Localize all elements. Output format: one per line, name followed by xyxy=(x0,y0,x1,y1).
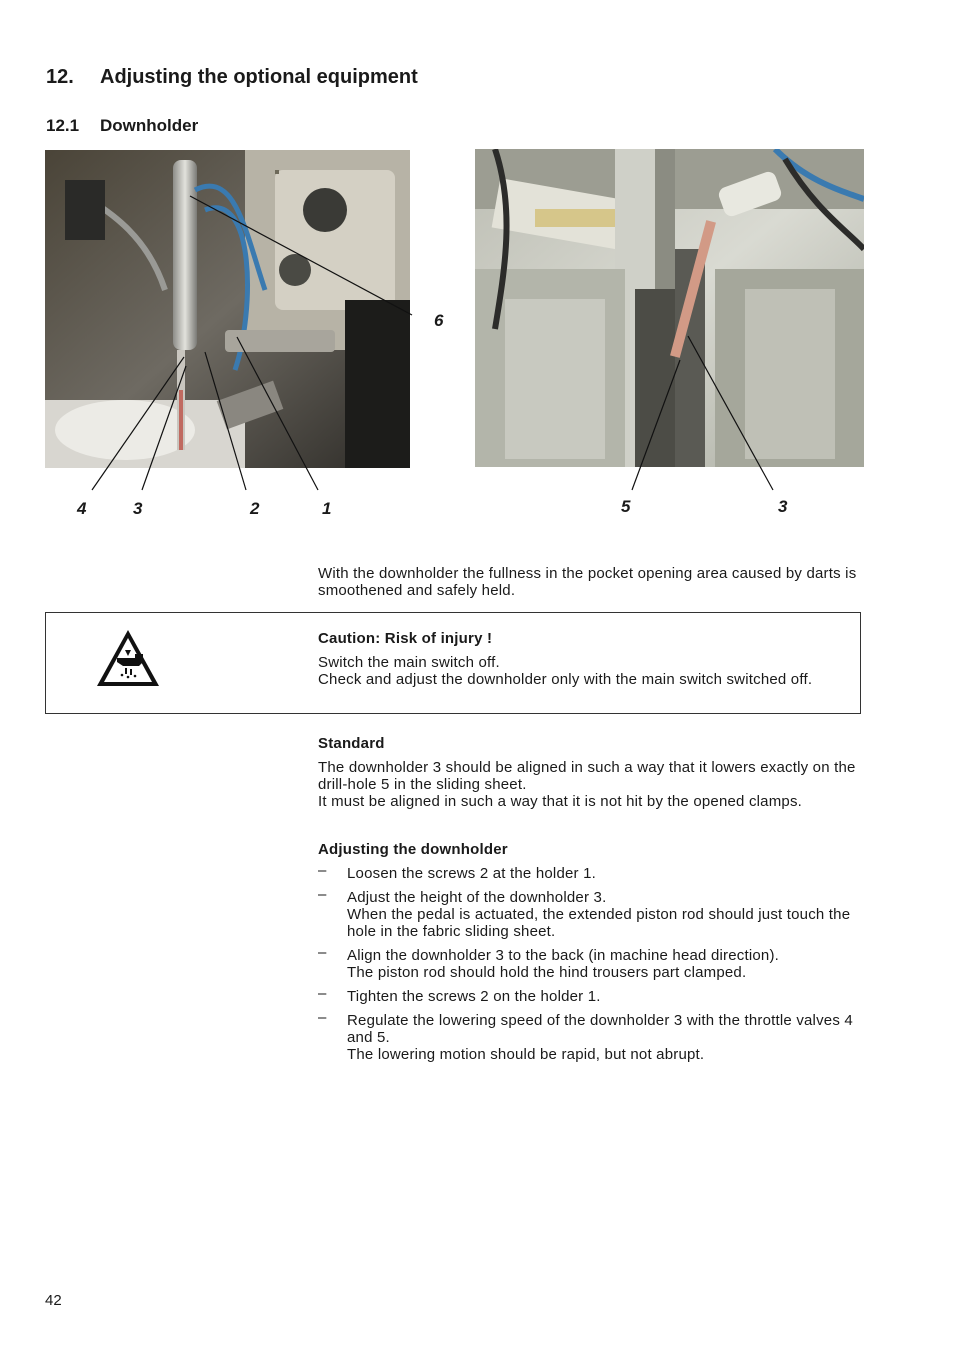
step-detail: The piston rod should hold the hind trousers part clamped. xyxy=(347,964,747,981)
list-dash: – xyxy=(318,1009,327,1026)
caution-line-2: Check and adjust the downholder only with the main switch switched off. xyxy=(318,671,813,688)
callout-2: 2 xyxy=(250,499,260,518)
standard-text xyxy=(318,759,866,810)
photo-downholder-machine-head xyxy=(45,150,410,468)
list-item xyxy=(318,886,858,940)
step-text: Loosen the screws 2 at the holder 1. xyxy=(347,865,597,882)
adjusting-steps-list xyxy=(318,862,858,1070)
hand-injury-warning-icon xyxy=(95,628,161,693)
step-detail: When the pedal is actuated, the extended piston rod should just touch the hole in the fabric sliding sheet. xyxy=(347,906,851,940)
subsection-title: Downholder xyxy=(100,116,199,135)
callout-5: 5 xyxy=(621,497,631,516)
list-item xyxy=(318,944,858,981)
caution-line-1: Switch the main switch off. xyxy=(318,654,500,671)
standard-line-1: The downholder 3 should be aligned in such a way that it lowers exactly on the drill-hole 5 in the sliding sheet. xyxy=(318,759,856,793)
callout-4: 4 xyxy=(77,499,87,518)
list-item xyxy=(318,1009,858,1063)
callout-3-right: 3 xyxy=(778,497,788,516)
callout-1: 1 xyxy=(322,499,332,518)
callout-3-left: 3 xyxy=(133,499,143,518)
section-number: 12. xyxy=(46,66,74,88)
list-item xyxy=(318,862,858,882)
step-text: Regulate the lowering speed of the downholder 3 with the throttle valves 4 and 5. xyxy=(347,1012,853,1046)
standard-title: Standard xyxy=(318,735,385,752)
caution-title: Caution: Risk of injury ! xyxy=(318,630,493,647)
step-text: Adjust the height of the downholder 3. xyxy=(347,889,607,906)
step-text: Tighten the screws 2 on the holder 1. xyxy=(347,988,601,1005)
subsection-number: 12.1 xyxy=(46,116,80,135)
callout-6: 6 xyxy=(434,311,444,330)
subsection-heading xyxy=(46,116,198,136)
step-detail: The lowering motion should be rapid, but not abrupt. xyxy=(347,1046,705,1063)
adjusting-title: Adjusting the downholder xyxy=(318,841,508,858)
step-text: Align the downholder 3 to the back (in machine head direction). xyxy=(347,947,780,964)
caution-text xyxy=(318,654,854,688)
standard-line-2: It must be aligned in such a way that it is not hit by the opened clamps. xyxy=(318,793,803,810)
section-heading xyxy=(46,66,418,89)
list-item xyxy=(318,985,858,1005)
page-number: 42 xyxy=(45,1292,62,1309)
intro-paragraph: With the downholder the fullness in the pocket opening area caused by darts is smoothened and safely held. xyxy=(318,565,857,599)
list-dash: – xyxy=(318,862,327,879)
list-dash: – xyxy=(318,985,327,1002)
section-title: Adjusting the optional equipment xyxy=(100,66,418,88)
list-dash: – xyxy=(318,944,327,961)
list-dash: – xyxy=(318,886,327,903)
photo-downholder-sliding-sheet xyxy=(475,149,864,467)
